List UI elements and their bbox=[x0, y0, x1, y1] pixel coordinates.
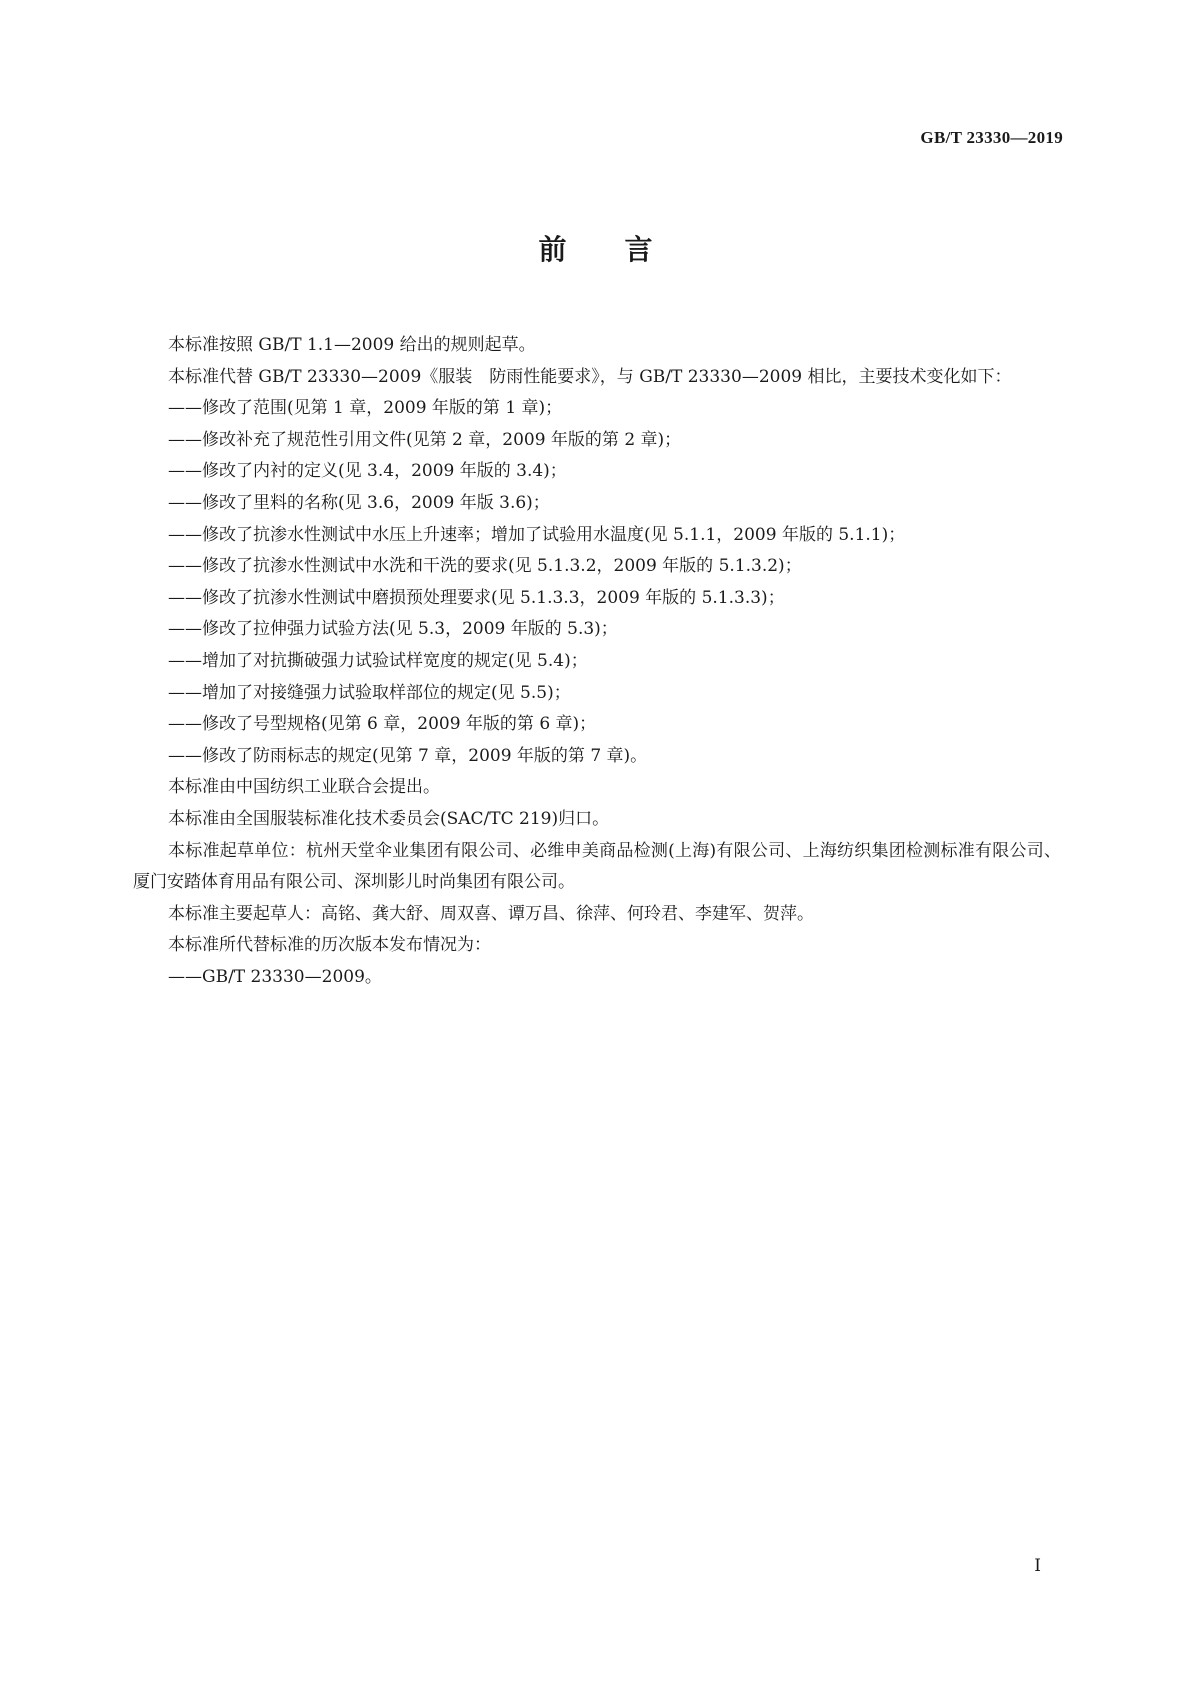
list-item: ——修改了拉伸强力试验方法(见 5.3，2009 年版的 5.3)； bbox=[168, 619, 618, 640]
history-list bbox=[133, 962, 1061, 994]
paragraph-drafting-rules: 本标准按照 GB/T 1.1—2009 给出的规则起草。 bbox=[168, 335, 536, 355]
page-number: I bbox=[1034, 1556, 1041, 1576]
paragraph-managed-by: 本标准由全国服装标准化技术委员会(SAC/TC 219)归口。 bbox=[168, 808, 610, 829]
paragraph-history-intro: 本标准所代替标准的历次版本发布情况为： bbox=[168, 935, 491, 956]
list-item: ——修改了抗渗水性测试中水洗和干洗的要求(见 5.1.3.2，2009 年版的 5.1.3.2)； bbox=[168, 556, 802, 577]
list-item: ——修改了内衬的定义(见 3.4，2009 年版的 3.4)； bbox=[168, 461, 567, 482]
list-item: ——GB/T 23330—2009。 bbox=[168, 966, 382, 987]
paragraph-proposed-by: 本标准由中国纺织工业联合会提出。 bbox=[168, 777, 440, 798]
paragraph-drafting-units: 本标准起草单位：杭州天堂伞业集团有限公司、必维申美商品检测(上海)有限公司、上海纺织集团检测标准有限公司、厦门安踏体育用品有限公司、深圳影儿时尚集团有限公司。 bbox=[133, 840, 1061, 893]
list-item: ——修改了抗渗水性测试中水压上升速率；增加了试验用水温度(见 5.1.1，2009 年版的 5.1.1)； bbox=[168, 524, 906, 545]
paragraph-replacement: 本标准代替 GB/T 23330—2009《服装 防雨性能要求》，与 GB/T 23330—2009 相比，主要技术变化如下： bbox=[168, 366, 1012, 387]
list-item: ——修改了号型规格(见第 6 章，2009 年版的第 6 章)； bbox=[168, 714, 597, 735]
standard-code: GB/T 23330—2019 bbox=[920, 128, 1063, 147]
list-item: ——修改了抗渗水性测试中磨损预处理要求(见 5.1.3.3，2009 年版的 5.1.3.3)； bbox=[168, 587, 785, 608]
list-item: ——修改补充了规范性引用文件(见第 2 章，2009 年版的第 2 章)； bbox=[168, 429, 682, 450]
page-title: 前言 bbox=[538, 233, 711, 266]
list-item: ——增加了对接缝强力试验取样部位的规定(见 5.5)； bbox=[168, 682, 571, 703]
changes-list bbox=[133, 393, 1061, 772]
list-item: ——增加了对抗撕破强力试验试样宽度的规定(见 5.4)； bbox=[168, 650, 588, 671]
foreword-body bbox=[133, 330, 1061, 993]
list-item: ——修改了里料的名称(见 3.6，2009 年版 3.6)； bbox=[168, 492, 550, 513]
list-item: ——修改了防雨标志的规定(见第 7 章，2009 年版的第 7 章)。 bbox=[168, 745, 648, 766]
paragraph-drafters: 本标准主要起草人：高铭、龚大舒、周双喜、谭万昌、徐萍、何玲君、李建军、贺萍。 bbox=[168, 903, 814, 924]
list-item: ——修改了范围(见第 1 章，2009 年版的第 1 章)； bbox=[168, 398, 563, 419]
